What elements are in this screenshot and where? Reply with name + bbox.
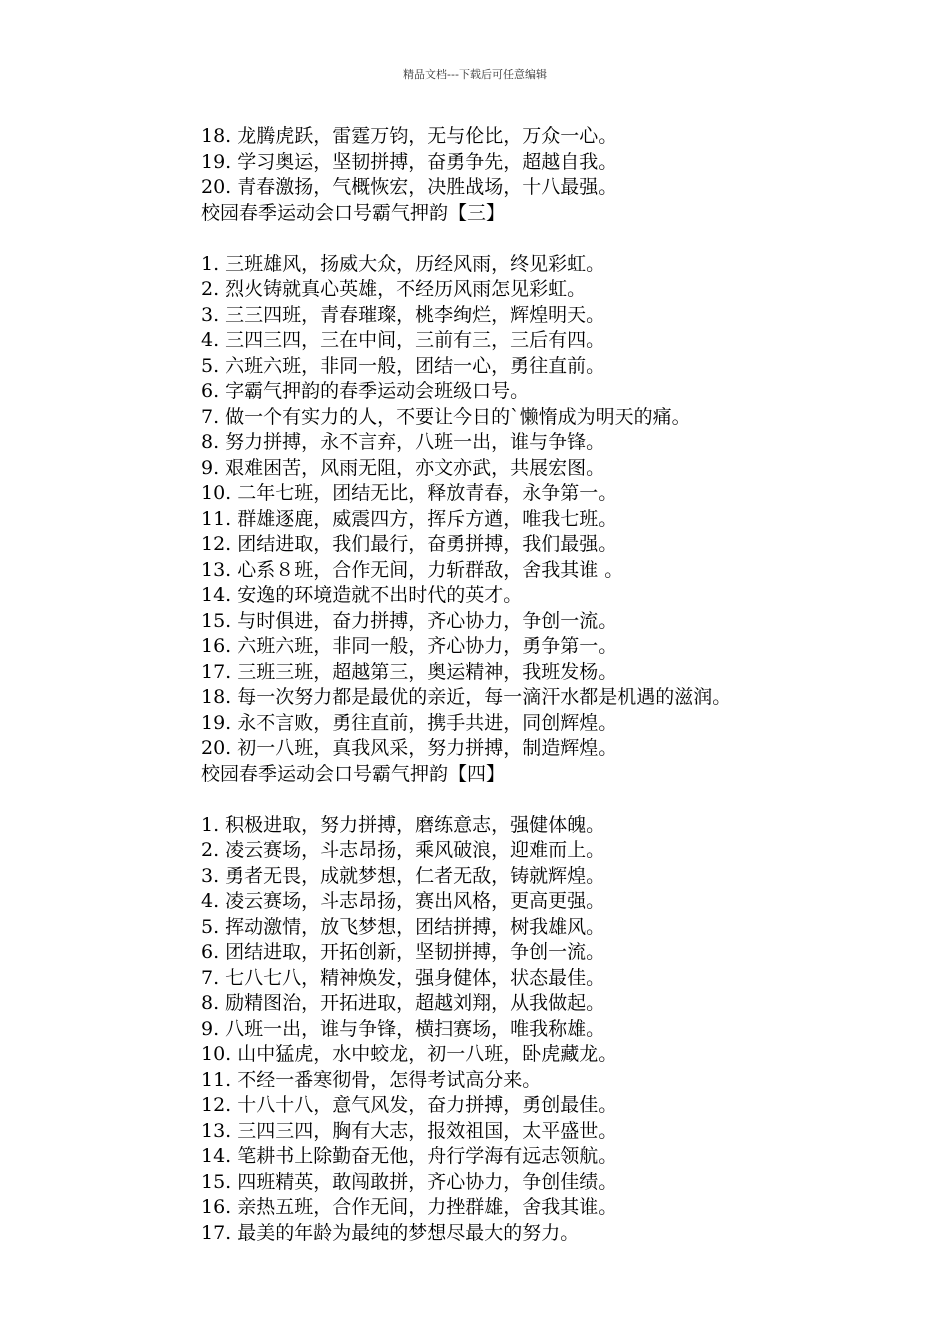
slogan-line: 8. 励精图治，开拓进取，超越刘翔，从我做起。 (201, 992, 606, 1014)
section-b-title: 校园春季运动会口号霸气押韵【三】 (201, 201, 506, 224)
slogan-line: 20. 青春激扬，气概恢宏，决胜战场，十八最强。 (201, 176, 618, 198)
slogan-line: 17. 三班三班，超越第三，奥运精神，我班发杨。 (201, 660, 618, 683)
section-b-list (201, 252, 921, 762)
slogan-line: 3. 三三四班，青春璀璨，桃李绚烂，辉煌明天。 (201, 303, 606, 326)
slogan-line: 10. 二年七班，团结无比，释放青春，永争第一。 (201, 482, 618, 504)
slogan-line: 2. 烈火铸就真心英雄，不经历风雨怎见彩虹。 (201, 278, 587, 300)
slogan-line: 1. 积极进取，努力拼搏，磨练意志，强健体魄。 (201, 813, 606, 836)
slogan-line: 18. 每一次努力都是最优的亲近，每一滴汗水都是机遇的滋润。 (201, 686, 732, 708)
slogan-line: 3. 勇者无畏，成就梦想，仁者无敌，铸就辉煌。 (201, 864, 606, 887)
blank-line (201, 787, 921, 813)
slogan-line: 10. 山中猛虎，水中蛟龙，初一八班，卧虎藏龙。 (201, 1043, 618, 1065)
slogan-line: 11. 群雄逐鹿，威震四方，挥斥方遒，唯我七班。 (201, 507, 618, 530)
slogan-line: 19. 学习奥运，坚韧拼搏，奋勇争先，超越自我。 (201, 150, 618, 173)
slogan-line: 8. 努力拼搏，永不言弃，八班一出，谁与争锋。 (201, 431, 606, 453)
slogan-line: 1. 三班雄风，扬威大众，历经风雨，终见彩虹。 (201, 252, 606, 275)
section-c-list (201, 813, 921, 1247)
slogan-line: 2. 凌云赛场，斗志昂扬，乘风破浪，迎难而上。 (201, 839, 606, 861)
slogan-line: 18. 龙腾虎跃，雷霆万钧，无与伦比，万众一心。 (201, 125, 618, 147)
blank-line (201, 226, 921, 252)
slogan-line: 11. 不经一番寒彻骨，怎得考试高分来。 (201, 1068, 542, 1091)
slogan-line: 13. 心系８班，合作无间，力斩群敌，舍我其谁 。 (201, 558, 624, 581)
slogan-line: 6. 字霸气押韵的春季运动会班级口号。 (201, 380, 530, 402)
page-header: 精品文档---下载后可任意编辑 (403, 68, 547, 81)
slogan-line: 13. 三四三四，胸有大志，报效祖国，太平盛世。 (201, 1119, 618, 1142)
slogan-line: 12. 团结进取，我们最行，奋勇拼搏，我们最强。 (201, 533, 618, 555)
slogan-line: 16. 六班六班，非同一般，齐心协力，勇争第一。 (201, 635, 618, 657)
slogan-line: 20. 初一八班，真我风采，努力拼搏，制造辉煌。 (201, 737, 618, 759)
slogan-line: 9. 八班一出，谁与争锋，横扫赛场，唯我称雄。 (201, 1017, 606, 1040)
slogan-line: 4. 凌云赛场，斗志昂扬，赛出风格，更高更强。 (201, 890, 606, 912)
slogan-line: 5. 六班六班，非同一般，团结一心，勇往直前。 (201, 354, 606, 377)
slogan-line: 6. 团结进取，开拓创新，坚韧拼搏，争创一流。 (201, 941, 606, 963)
slogan-line: 7. 七八七八，精神焕发，强身健体，状态最佳。 (201, 966, 606, 989)
slogan-line: 5. 挥动激情，放飞梦想，团结拼搏，树我雄风。 (201, 915, 606, 938)
slogan-line: 17. 最美的年龄为最纯的梦想尽最大的努力。 (201, 1221, 580, 1244)
slogan-line: 14. 安逸的环境造就不出时代的英才。 (201, 584, 523, 606)
section-a-list (201, 124, 921, 201)
slogan-line: 12. 十八十八，意气风发，奋力拼搏，勇创最佳。 (201, 1094, 618, 1116)
slogan-line: 16. 亲热五班，合作无间，力挫群雄，舍我其谁。 (201, 1196, 618, 1218)
slogan-line: 7. 做一个有实力的人，不要让今日的`懒惰成为明天的痛。 (201, 405, 691, 428)
slogan-line: 9. 艰难困苦，风雨无阻，亦文亦武，共展宏图。 (201, 456, 606, 479)
slogan-line: 19. 永不言败，勇往直前，携手共进，同创辉煌。 (201, 711, 618, 734)
slogan-line: 14. 笔耕书上除勤奋无他，舟行学海有远志领航。 (201, 1145, 618, 1167)
slogan-line: 15. 与时俱进，奋力拼搏，齐心协力，争创一流。 (201, 609, 618, 632)
slogan-line: 15. 四班精英，敢闯敢拼，齐心协力，争创佳绩。 (201, 1170, 618, 1193)
section-c-title: 校园春季运动会口号霸气押韵【四】 (201, 762, 506, 785)
slogan-line: 4. 三四三四，三在中间，三前有三，三后有四。 (201, 329, 606, 351)
document-body (201, 124, 921, 1246)
